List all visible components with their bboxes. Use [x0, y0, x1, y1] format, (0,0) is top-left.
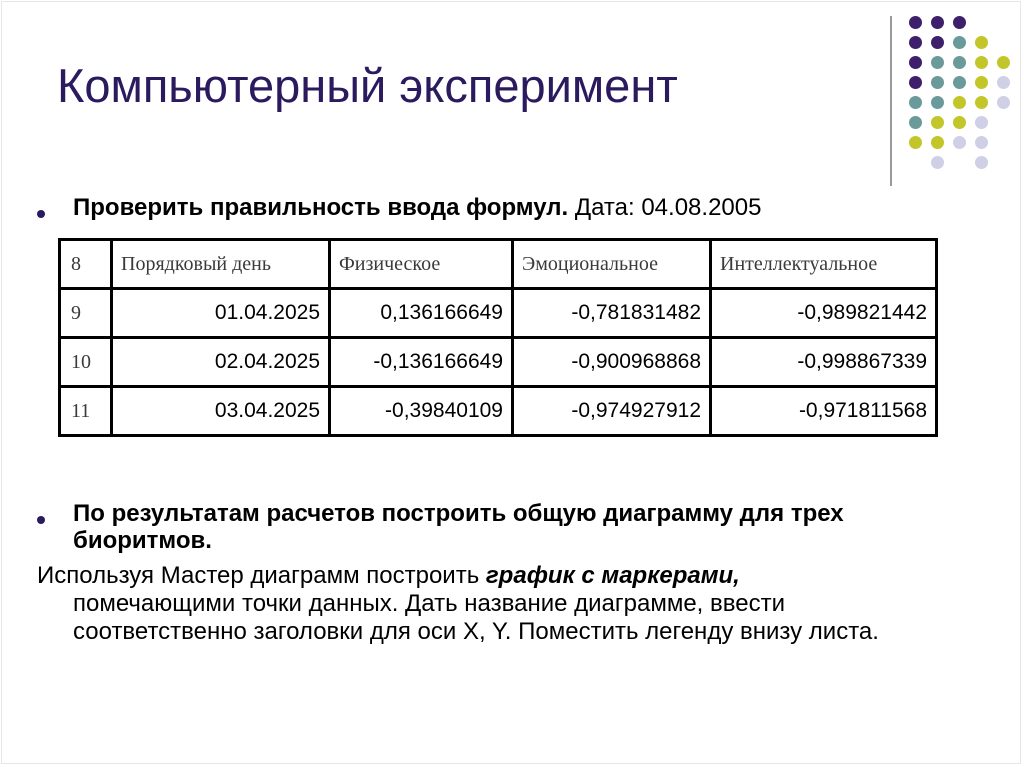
decor-dot	[953, 76, 966, 89]
decor-dot	[931, 36, 944, 49]
decor-dot	[953, 16, 966, 29]
decor-dot	[975, 136, 988, 149]
decor-dot	[975, 156, 988, 169]
biorhythm-table	[58, 238, 938, 437]
row-number: 10	[60, 338, 112, 387]
decor-dot	[953, 56, 966, 69]
decor-dot	[997, 56, 1010, 69]
column-header: Физическое	[330, 240, 513, 289]
bullet-marker	[37, 210, 45, 218]
physical-cell: 0,136166649	[330, 289, 513, 338]
decor-dot	[997, 96, 1010, 109]
date-text: Дата: 04.08.2005	[568, 194, 762, 221]
decor-dot	[975, 36, 988, 49]
decor-dot	[953, 36, 966, 49]
decor-dot	[975, 96, 988, 109]
decor-dot	[931, 136, 944, 149]
emotional-cell: -0,900968868	[513, 338, 711, 387]
table-row	[60, 289, 937, 338]
decor-dot	[953, 96, 966, 109]
table-row	[60, 387, 937, 436]
decor-dot	[909, 56, 922, 69]
table-row	[60, 338, 937, 387]
date-cell: 02.04.2025	[112, 338, 330, 387]
instruction-paragraph	[37, 562, 937, 646]
instruction-text-continued: помечающими точки данных. Дать название диаграмме, ввести соответственно заголовки для оси X, Y. Поместить легенду внизу листа.	[73, 590, 879, 645]
decor-dot	[909, 16, 922, 29]
bullet-check-formulas	[73, 194, 761, 222]
decor-dot	[975, 116, 988, 129]
column-header: Интеллектуальное	[711, 240, 937, 289]
bullet-build-diagram: По результатам расчетов построить общую диаграмму для трех биоритмов.	[73, 500, 844, 554]
decor-dot	[975, 76, 988, 89]
decor-dot	[931, 156, 944, 169]
date-cell: 01.04.2025	[112, 289, 330, 338]
title-divider-line	[890, 16, 892, 186]
column-header: Эмоциональное	[513, 240, 711, 289]
row-number: 9	[60, 289, 112, 338]
emotional-cell: -0,781831482	[513, 289, 711, 338]
table-header-row	[60, 240, 937, 289]
intellectual-cell: -0,989821442	[711, 289, 937, 338]
intellectual-cell: -0,998867339	[711, 338, 937, 387]
decor-dot	[931, 16, 944, 29]
decor-dot	[909, 136, 922, 149]
decor-dot	[953, 136, 966, 149]
decor-dot	[953, 116, 966, 129]
row-number: 8	[60, 240, 112, 289]
instruction-emphasis: график с маркерами,	[485, 562, 740, 589]
instruction-text-start: Используя Мастер диаграмм построить	[37, 562, 486, 589]
decor-dot	[909, 76, 922, 89]
decor-dot	[931, 116, 944, 129]
intellectual-cell: -0,971811568	[711, 387, 937, 436]
physical-cell: -0,136166649	[330, 338, 513, 387]
decor-dot	[975, 56, 988, 69]
row-number: 11	[60, 387, 112, 436]
decor-dot	[931, 96, 944, 109]
check-formulas-text: Проверить правильность ввода формул.	[73, 194, 569, 221]
decor-dot	[909, 36, 922, 49]
decor-dot	[931, 56, 944, 69]
date-cell: 03.04.2025	[112, 387, 330, 436]
column-header: Порядковый день	[112, 240, 330, 289]
decor-dot	[909, 116, 922, 129]
slide-title: Компьютерный эксперимент	[57, 59, 678, 112]
emotional-cell: -0,974927912	[513, 387, 711, 436]
decor-dot	[909, 96, 922, 109]
bullet-marker	[37, 516, 45, 524]
physical-cell: -0,39840109	[330, 387, 513, 436]
decor-dot	[997, 76, 1010, 89]
decor-dot	[931, 76, 944, 89]
